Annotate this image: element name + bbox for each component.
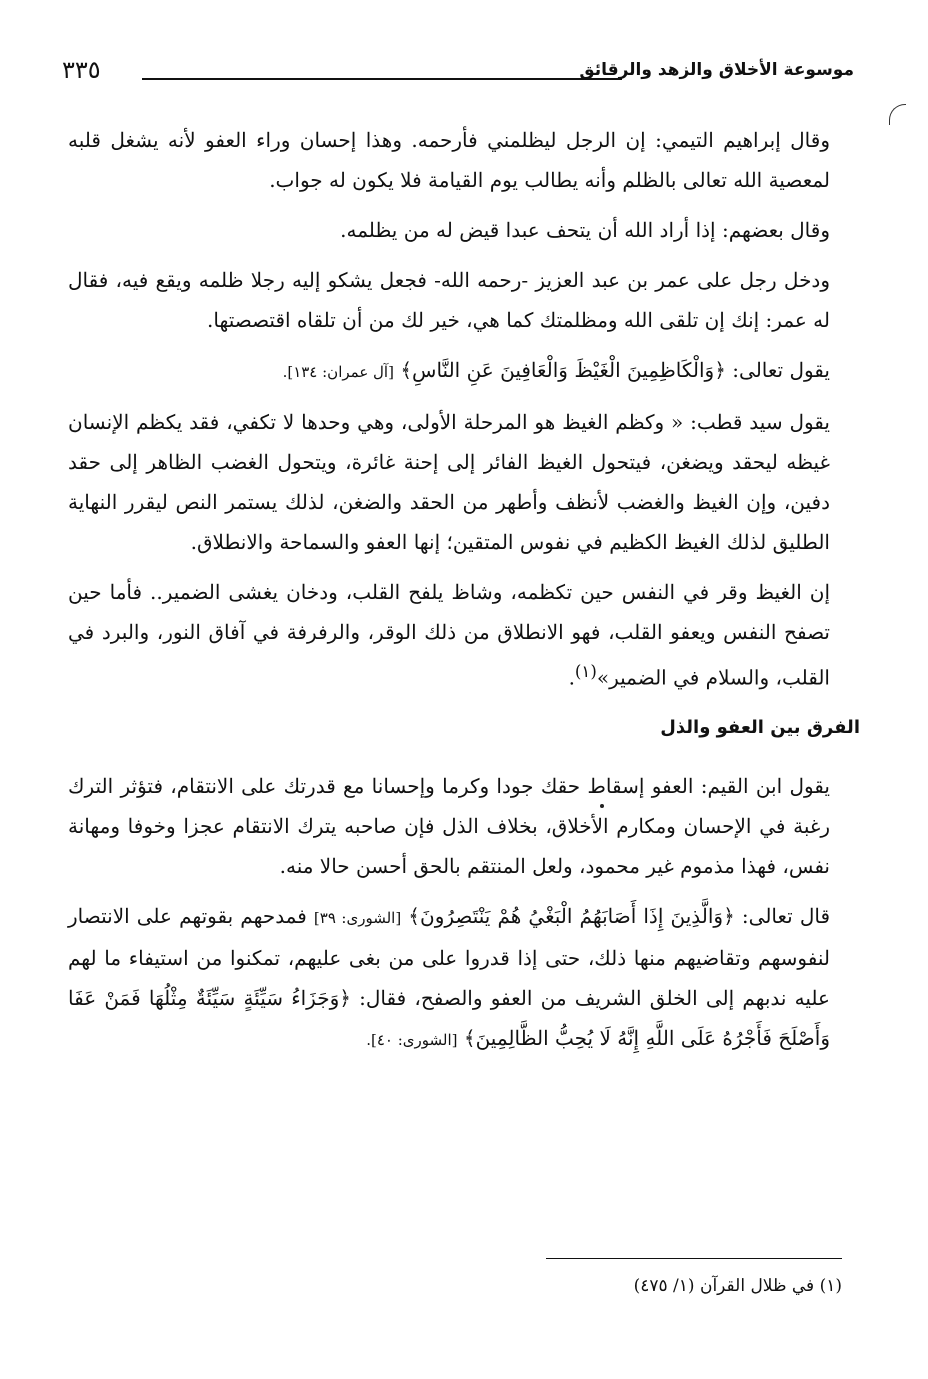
page-header xyxy=(62,56,854,88)
quran-verse: ﴿وَجَزَاءُ سَيِّئَةٍ سَيِّئَةٌ مِثْلُهَا فَمَنْ عَفَا وَأَصْلَحَ فَأَجْرُهُ عَلَى اللَّهِ إِنَّهُ لَا يُحِبُّ الظَّالِمِينَ﴾ xyxy=(68,985,830,1050)
quote-text: إن الغيظ وقر في النفس حين تكظمه، وشاظ يلفح القلب، ودخان يغشى الضمير.. فأما حين تصفح النفس ويعفو القلب، فهو الانطلاق من ذلك الوقر، والرفرفة في آفاق النور، والبرد في القلب، والسلام في الضمير» xyxy=(68,580,830,690)
paragraph-verse-134 xyxy=(68,350,860,392)
verse-intro: قال تعالى: xyxy=(734,903,831,928)
margin-mark xyxy=(889,104,906,125)
running-title: موسوعة الأخلاق والزهد والرقائق xyxy=(579,60,854,80)
quran-verse: ﴿وَالْكَاظِمِينَ الْغَيْظَ وَالْعَافِينَ عَنِ النَّاسِ﴾ xyxy=(400,358,726,382)
header-rule xyxy=(142,78,622,80)
commentary-text: فمدحهم بقوتهم على الانتصار لنفوسهم وتقاضيهم منها ذلك، حتى إذا قدروا على من بغى عليهم، تمكنوا من استيفاء ما لهم عليه ندبهم إلى الخلق الشريف من العفو والصفح، فقال: xyxy=(68,903,830,1010)
paragraph-ibn-qayyim: يقول ابن القيم: العفو إسقاط حقك جودا وكرما وإحسانا مع قدرتك على الانتقام، فتؤثر الترك رغبة في الإحسان ومكارم الأخلاق، بخلاف الذل فإن صاحبه يترك الانتقام عجزا وخوفا ومهانة نفس، فهذا مذموم غير محمود، ولعل المنتقم بالحق أحسن حالا منه. xyxy=(68,773,830,878)
paragraph-anger-burden xyxy=(68,572,860,698)
paragraph-shura-verses xyxy=(68,896,860,1060)
page-number: ٣٣٥ xyxy=(62,56,101,84)
paragraph-ibrahim-taymi: وقال إبراهيم التيمي: إن الرجل ليظلمني فأرحمه. وهذا إحسان وراء العفو لأنه يشغل قلبه لمعصية الله تعالى بالظلم وأنه يطالب يوم القيامة فلا يكون له جواب. xyxy=(68,128,830,192)
stray-dot xyxy=(600,804,604,808)
section-heading: الفرق بين العفو والذل xyxy=(660,716,860,738)
quote-end: . xyxy=(568,665,575,690)
paragraph-sayyid-qutb: يقول سيد قطب: « وكظم الغيظ هو المرحلة الأولى، وهي وحدها لا تكفي، فقد يكظم الإنسان غيظه ليحقد ويضغن، فيتحول الغيظ الفائر إلى إحنة غائرة، ويتحول الغضب الظاهر إلى حقد دفين، وإن الغيظ والغضب لأنظف وأطهر من الحقد والضغن، لذلك يستمر النص ليقرر النهاية الطليق لذلك الغيظ الكظيم في نفوس المتقين؛ إنها العفو والسماحة والانطلاق. xyxy=(68,410,831,554)
verse-reference: [الشورى: ٤٠]. xyxy=(366,1030,458,1049)
paragraph-umar-story: ودخل رجل على عمر بن عبد العزيز -رحمه الله- فجعل يشكو إليه رجلا ظلمه ويقع فيه، فقال له عمر: إنك إن تلقى الله ومظلمتك كما هي، خير لك من أن تلقاه اقتصصتها. xyxy=(68,268,830,332)
footnote-rule xyxy=(546,1258,842,1259)
footnote-marker: (١) xyxy=(574,662,597,681)
footnote: (١) في ظلال القرآن (١/ ٤٧٥) xyxy=(633,1276,842,1296)
verse-reference: [الشورى: ٣٩] xyxy=(313,908,402,927)
paragraph-some-said: وقال بعضهم: إذا أراد الله أن يتحف عبدا قيض له من يظلمه. xyxy=(340,218,830,242)
verse-intro: يقول تعالى: xyxy=(725,358,830,382)
verse-reference: [آل عمران: ١٣٤]. xyxy=(282,363,394,381)
body-text xyxy=(68,120,860,1070)
quran-verse: ﴿وَالَّذِينَ إِذَا أَصَابَهُمُ الْبَغْيُ هُمْ يَنْتَصِرُونَ﴾ xyxy=(408,903,735,928)
